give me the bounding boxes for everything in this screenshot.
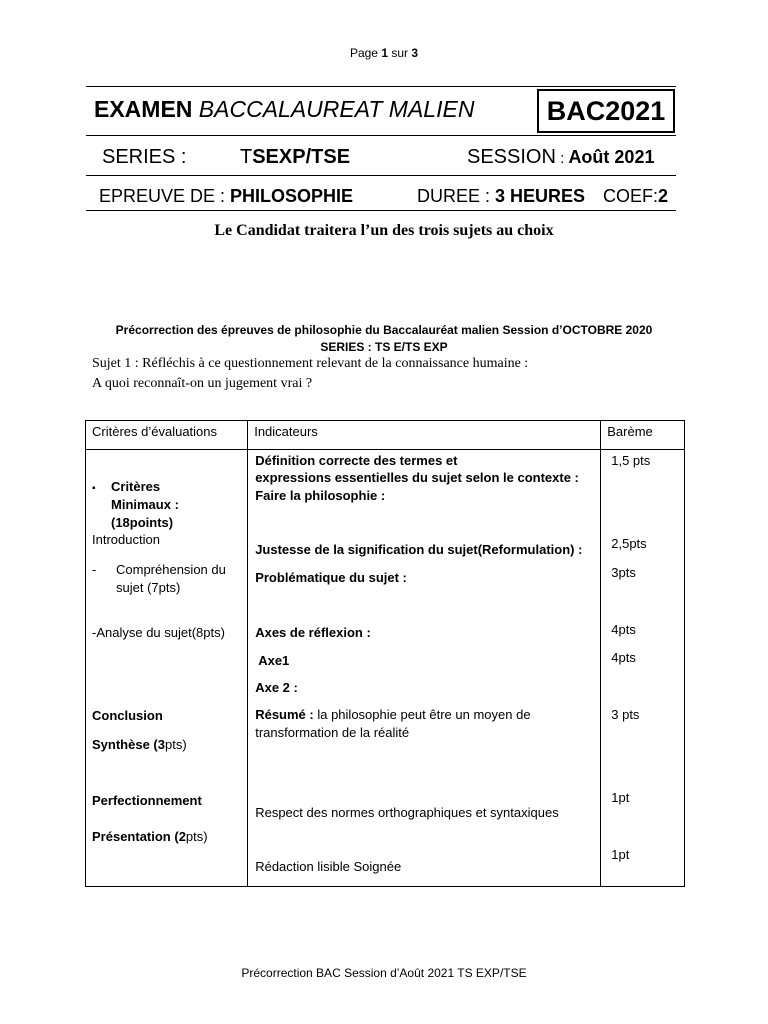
header-criteres: Critères d’évaluations [92,424,218,439]
table-row [86,450,685,887]
bac-badge: BAC2021 [537,89,675,133]
points-cell: 1,5 pts 2,5pts 3pts 4pts 4pts 3 pts 1pt 1pt [601,450,685,887]
table-header-row [86,421,685,450]
exam-title-italic: BACCALAUREAT MALIEN [198,96,475,122]
instruction: Le Candidat traitera l’un des trois sujets au choix [214,222,554,239]
header-indicateurs: Indicateurs [254,424,318,439]
header-bareme: Barème [607,424,653,439]
subject-line-2: A quoi reconnaît-on un jugement vrai ? [92,376,313,391]
session-info: SESSION : Août 2021 [467,146,655,168]
resume-line: Résumé : la philosophie peut être un moyen de [255,707,531,722]
subject [92,354,528,394]
page-number: Page 1 sur 3 [349,46,419,60]
exam-title [94,96,474,123]
grading-table [85,420,685,887]
coef-info: COEF:2 [603,186,669,206]
epreuve-info: EPREUVE DE : PHILOSOPHIE [99,186,354,206]
subject-line-1: Sujet 1 : Réfléchis à ce questionnement relevant de la connaissance humaine : [92,356,529,371]
series-rule [86,175,676,176]
presentation-label: Présentation (2pts) [92,829,208,844]
series-value: TSEXP/TSE [240,146,351,168]
title-rule [86,135,676,136]
exam-title-bold: EXAMEN [94,96,199,122]
duree-info: DUREE : 3 HEURES [417,186,586,206]
synthese-label: Synthèse (3pts) [92,737,187,752]
bullet-icon: ▪ [92,483,96,494]
indicators-cell: Définition correcte des termes et expressions essentielles du sujet selon le contexte : Faire la philosophie : Justesse de la signification du sujet(Reformulation) : Problématique du sujet : Axes de réflexion : Axe1 Axe 2 : Résumé : la philosophie peut être un moyen de transformation de la réalité Respect des normes orthographiques et syntaxiques Rédaction lisible Soignée [248,450,601,887]
top-rule [86,86,676,87]
criteria-cell: ▪ Critères Minimaux : (18points) Introduction - Compréhension du sujet (7pts) -Analyse du sujet(8pts) Conclusion Synthèse (3pts) Perfectionnement Présentation (2pts) [86,450,248,887]
footer: Précorrection BAC Session d’Août 2021 TS EXP/TSE [241,966,527,980]
epreuve-rule [86,210,676,211]
precorrection-heading: Précorrection des épreuves de philosophie du Baccalauréat malien Session d’OCTOBRE 2020 SERIES : TS E/TS EXP [115,323,653,354]
series-label: SERIES : [102,146,187,168]
